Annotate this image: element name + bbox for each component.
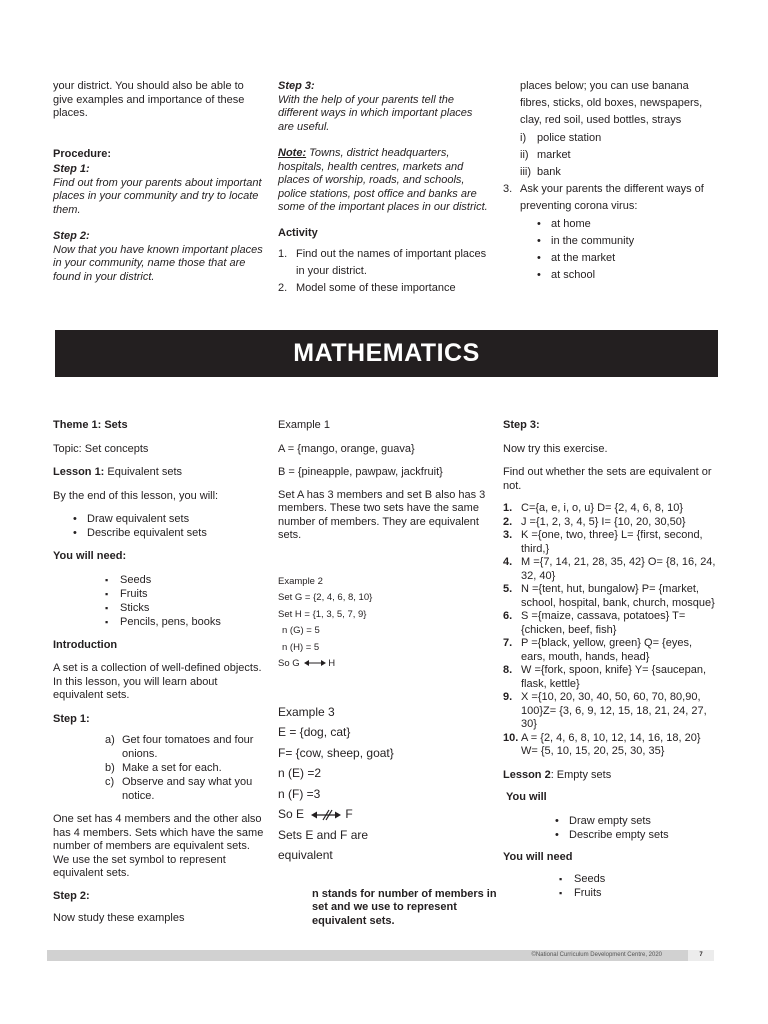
list-item: ▪ Fruits [557,886,718,900]
note-text: Towns, district headquarters, hospitals, health centres, markets and places of worship, roads, and schools, police stations, post office and banks are some of the important places in our district. [278,147,488,213]
lesson2-label: Lesson 2 [503,768,551,781]
example3-f: F [345,807,353,821]
equivalent-sets-paragraph: One set has 4 members and the other also has 4 members. Sets which have the same number of members are equivalent sets. We use the set symbol to represent equivalent sets. [53,813,264,879]
prevention-list [503,216,718,285]
you-will-heading: You will [506,791,547,803]
top-column-1 [53,80,265,284]
activity-item: 2. Model some of these importance [278,282,456,294]
example3-line: n (E) =2 [278,766,322,780]
example2-line: Set H = {1, 3, 5, 7, 9} [278,608,367,620]
step3-heading: Step 3: [503,419,540,431]
step1-heading: Step 1: [53,163,90,175]
not-equivalent-arrow-icon [311,809,341,821]
exercise-item: 8. W ={fork, spoon, knife} Y= {saucepan, flask, kettle} [503,664,707,690]
exercise-item: 7. P ={black, yellow, green} Q= {eyes, ears, mouth, hands, head} [503,637,693,663]
list-item: • Describe empty sets [553,828,718,842]
notation-note: n stands for number of members in set and we use to represent equivalent sets. [312,887,497,927]
example3-block [278,702,491,866]
example2-heading: Example 2 [278,575,323,587]
exercise-item: 3. K ={one, two, three} L= {first, second, third,} [503,529,703,555]
list-item: ▪ Seeds [103,573,266,587]
lesson2-materials [503,872,718,900]
exercise-item: 10. A = {2, 4, 6, 8, 10, 12, 14, 16, 18, 20} W= {5, 10, 15, 20, 25, 30, 35} [503,731,701,757]
example2-so: So G [278,658,300,669]
lesson2-need-heading: You will need [503,850,573,863]
example3-line: n (F) =3 [278,786,321,801]
exercise-item: 9. X ={10, 20, 30, 40, 50, 60, 70, 80,90, 100}Z= {3, 6, 9, 12, 15, 18, 21, 24, 27, 30} [503,691,707,730]
step2-text: Now that you have known important places in your community, name those that are found in your district. [53,243,263,283]
objectives-list [53,512,266,540]
list-item: ▪ Pencils, pens, books [103,615,266,629]
step2-heading: Step 2: [53,230,90,242]
exercise-list [503,502,718,759]
question-3: 3. Ask your parents the different ways of preventing corona virus: [503,183,704,213]
example3-line: F= {cow, sheep, goat} [278,745,394,760]
exercise-item: 5. N ={tent, hut, bungalow} P= {market, school, hospital, bank, church, mosque} [503,583,715,609]
list-item: • Describe equivalent sets [71,526,266,540]
step2-text: Now study these examples [53,912,185,924]
introduction-text: A set is a collection of well-defined objects. In this lesson, you will learn about equivalent sets. [53,662,262,701]
set-b: B = {pineapple, pawpaw, jackfruit} [278,466,443,478]
exercise-item: 4. M ={7, 14, 21, 28, 35, 42} O= {8, 16, 24, 32, 40} [503,556,716,582]
note-label: Note: [278,147,307,159]
example2-line: n (G) = 5 [282,625,320,636]
example3-line: E = {dog, cat} [278,725,351,739]
example2-line: Set G = {2, 4, 6, 8, 10} [278,592,373,603]
task-list [53,733,266,803]
roman-item: ii) market [520,148,571,161]
example3-heading: Example 3 [278,704,335,719]
math-column-3 [503,419,718,900]
objectives-intro: By the end of this lesson, you will: [53,489,219,502]
example3-so: So E [278,807,305,821]
example1-heading: Example 1 [278,419,330,431]
lesson-label: Lesson 1: [53,466,105,478]
need-heading: You will need: [53,550,127,562]
roman-item: iii) bank [520,166,561,179]
set-a: A = {mango, orange, guava} [278,442,415,455]
intro-text: your district. You should also be able to give examples and importance of these places. [53,80,245,119]
top-column-3 [503,78,718,284]
materials-list [53,573,266,629]
topic-text: Topic: Set concepts [53,442,149,455]
step2-heading: Step 2: [53,889,90,902]
list-item: ▪ Seeds [557,872,718,886]
math-column-2 [278,419,497,928]
roman-item: i) police station [520,131,602,144]
exercise-item: 1. C={a, e, i, o, u} D= {2, 4, 6, 8, 10} [503,502,684,514]
list-item: ▪ Sticks [103,601,266,615]
lesson-text: Equivalent sets [104,466,183,478]
page-number: 7 [688,950,714,961]
theme-heading: Theme 1: Sets [53,419,128,431]
task-item: c) Observe and say what you notice. [105,776,253,802]
list-item: • at the market [535,250,718,267]
step1-text: Find out from your parents about important places in your community and try to locate them. [53,176,262,216]
example2-h: H [328,658,336,669]
example1-text: Set A has 3 members and set B also has 3 members. These two sets have the same number of members. They are equivalent sets. [278,488,486,541]
continued-text: places below; you can use banana fibres, sticks, old boxes, newspapers, clay, red soil, used bottles, strays [520,80,703,127]
example2-line: n (H) = 5 [282,641,320,653]
list-item: • Draw empty sets [553,814,718,828]
exercise-item: 6. S ={maize, cassava, potatoes} T= {chicken, beef, fish} [503,610,686,636]
example3-equivalent: equivalent [278,848,333,862]
top-column-2 [278,80,490,297]
task-item: a) Get four tomatoes and four onions. [105,734,254,760]
step3-heading: Step 3: [278,80,315,92]
step1-heading: Step 1: [53,712,90,725]
task-item: b) Make a set for each. [105,762,222,774]
copyright-text: ©National Curriculum Development Centre, 2020 [531,952,662,958]
introduction-heading: Introduction [53,638,118,651]
list-item: • at home [535,216,718,233]
step3-text: With the help of your parents tell the different ways in which important places are useful. [278,93,473,133]
section-banner: MATHEMATICS [55,330,718,377]
procedure-heading: Procedure: [53,147,112,160]
example2-block [278,574,491,673]
list-item: • in the community [535,233,718,250]
list-item: • Draw equivalent sets [71,512,266,526]
exercise-intro: Now try this exercise. [503,442,608,455]
math-column-1 [53,419,266,926]
page-footer [47,950,714,961]
list-item: • at school [535,267,718,284]
equivalent-arrow-icon [304,659,326,667]
lesson2-objectives [503,814,718,842]
exercise-question: Find out whether the sets are equivalent or not. [503,466,712,492]
exercise-item: 2. J ={1, 2, 3, 4, 5} I= {10, 20, 30,50} [503,515,686,528]
list-item: ▪ Fruits [103,587,266,601]
activity-heading: Activity [278,226,318,239]
activity-item: 1. Find out the names of important places in your district. [278,248,487,277]
example3-sets: Sets E and F are [278,827,369,842]
lesson2-text: : Empty sets [550,768,612,781]
